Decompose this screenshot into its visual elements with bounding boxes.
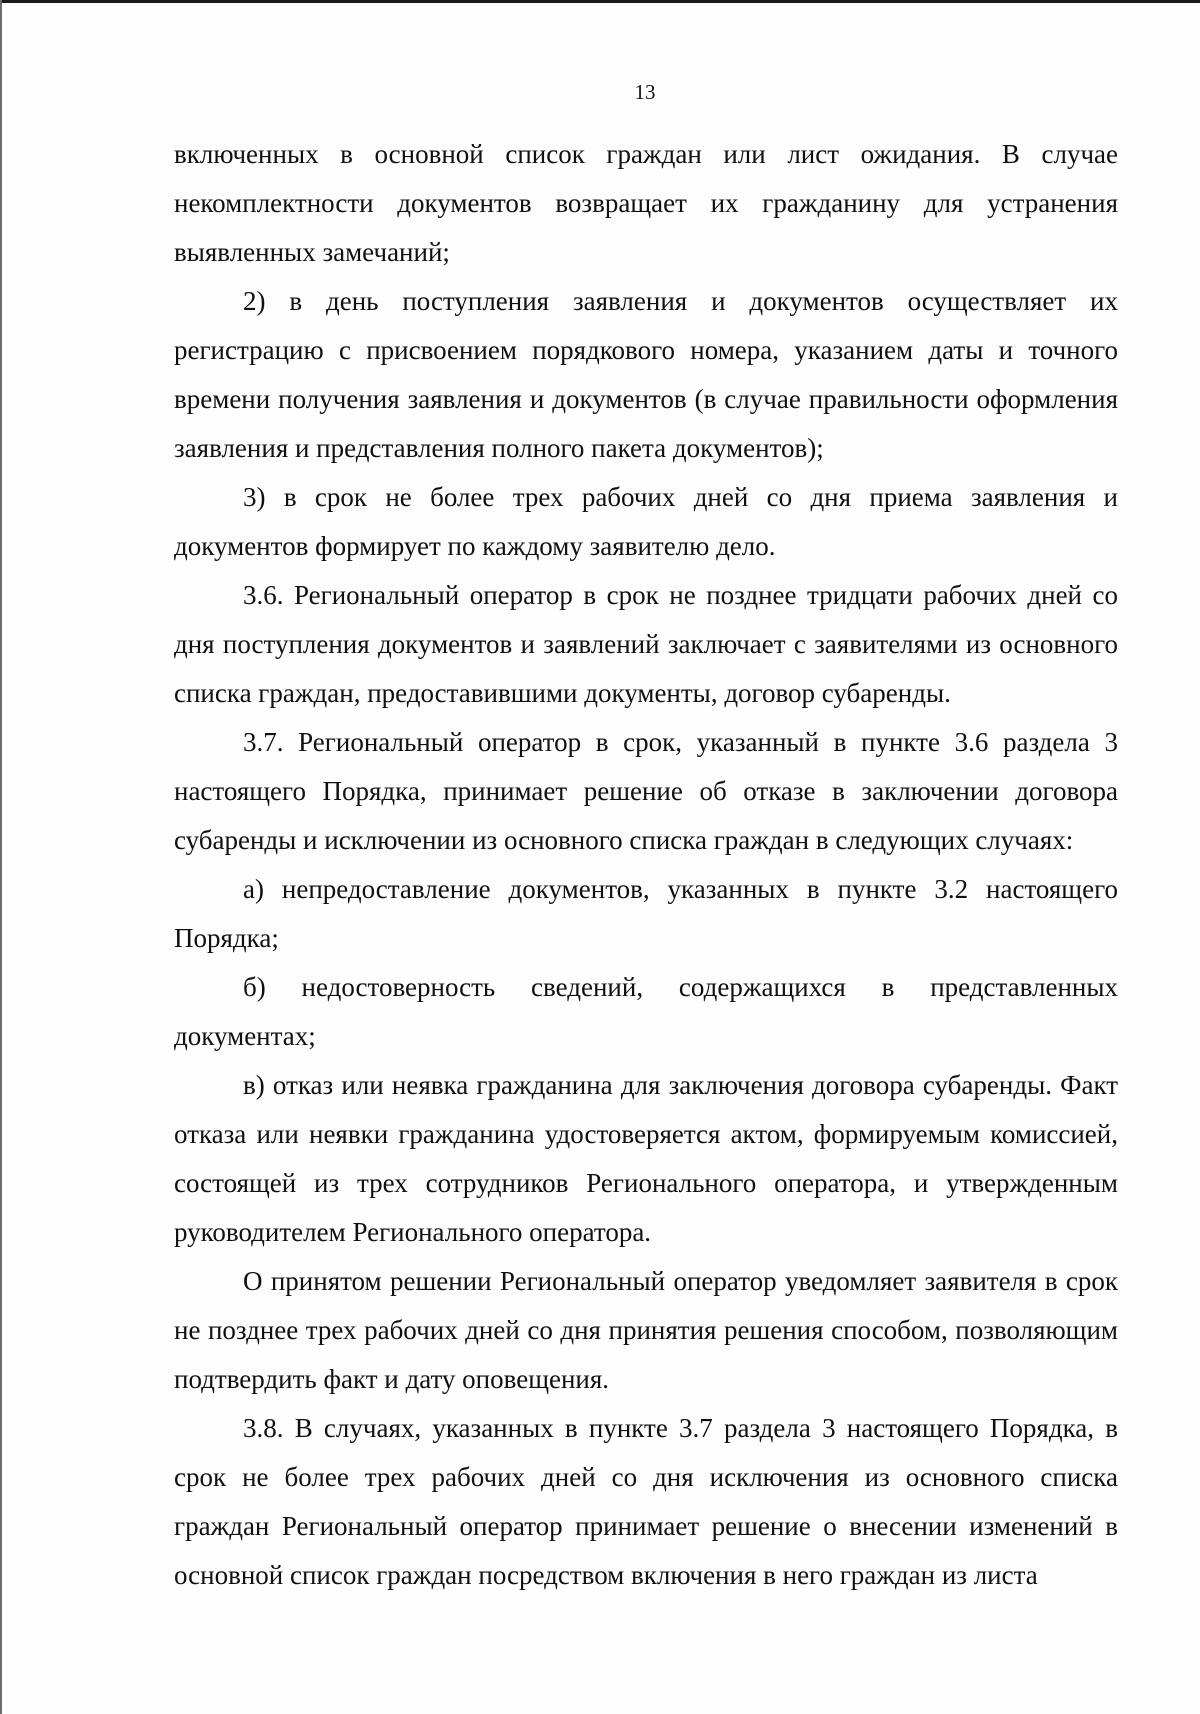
paragraph-notification: О принятом решении Региональный оператор уведомляет заявителя в срок не позднее трех рабочих дней со дня принятия решения способом, позволяющим подтвердить факт и дату оповещения. (174, 1266, 1118, 1394)
paragraph-continuation: включенных в основной список граждан или лист ожидания. В случае некомплектности документов возвращает их гражданину для устранения выявленных замечаний; (174, 139, 1118, 267)
scan-border-left (0, 0, 2, 1714)
paragraph-item-v: в) отказ или неявка гражданина для заключения договора субаренды. Факт отказа или неявки гражданина удостоверяется актом, формируемым комиссией, состоящей из трех сотрудников Регионального оператора, и утвержденным руководителем Регионального оператора. (174, 1070, 1118, 1247)
paragraph-3-6: 3.6. Региональный оператор в срок не позднее тридцати рабочих дней со дня поступления документов и заявлений заключает с заявителями из основного списка граждан, предоставившими документы, договор субаренды. (174, 580, 1118, 708)
paragraph-item-2: 2) в день поступления заявления и документов осуществляет их регистрацию с присвоением порядкового номера, указанием даты и точного времени получения заявления и документов (в случае правильности оформления заявления и представления полного пакета документов); (174, 286, 1118, 463)
paragraph-3-7: 3.7. Региональный оператор в срок, указанный в пункте 3.6 раздела 3 настоящего Порядка, принимает решение об отказе в заключении договора субаренды и исключении из основного списка граждан в следующих случаях: (174, 727, 1118, 855)
paragraph-item-3: 3) в срок не более трех рабочих дней со дня приема заявления и документов формирует по каждому заявителю дело. (174, 482, 1118, 561)
paragraph-item-b: б) недостоверность сведений, содержащихся в представленных документах; (174, 972, 1118, 1051)
paragraph-3-8: 3.8. В случаях, указанных в пункте 3.7 раздела 3 настоящего Порядка, в срок не более трех рабочих дней со дня исключения из основного списка граждан Региональный оператор принимает решение о внесении изменений в основной список граждан посредством включения в него граждан из листа (174, 1413, 1118, 1590)
scan-border-top (0, 0, 1200, 3)
paragraph-item-a: а) непредоставление документов, указанных в пункте 3.2 настоящего Порядка; (174, 874, 1118, 953)
page-number: 13 (634, 80, 656, 104)
document-body (174, 130, 1118, 1600)
